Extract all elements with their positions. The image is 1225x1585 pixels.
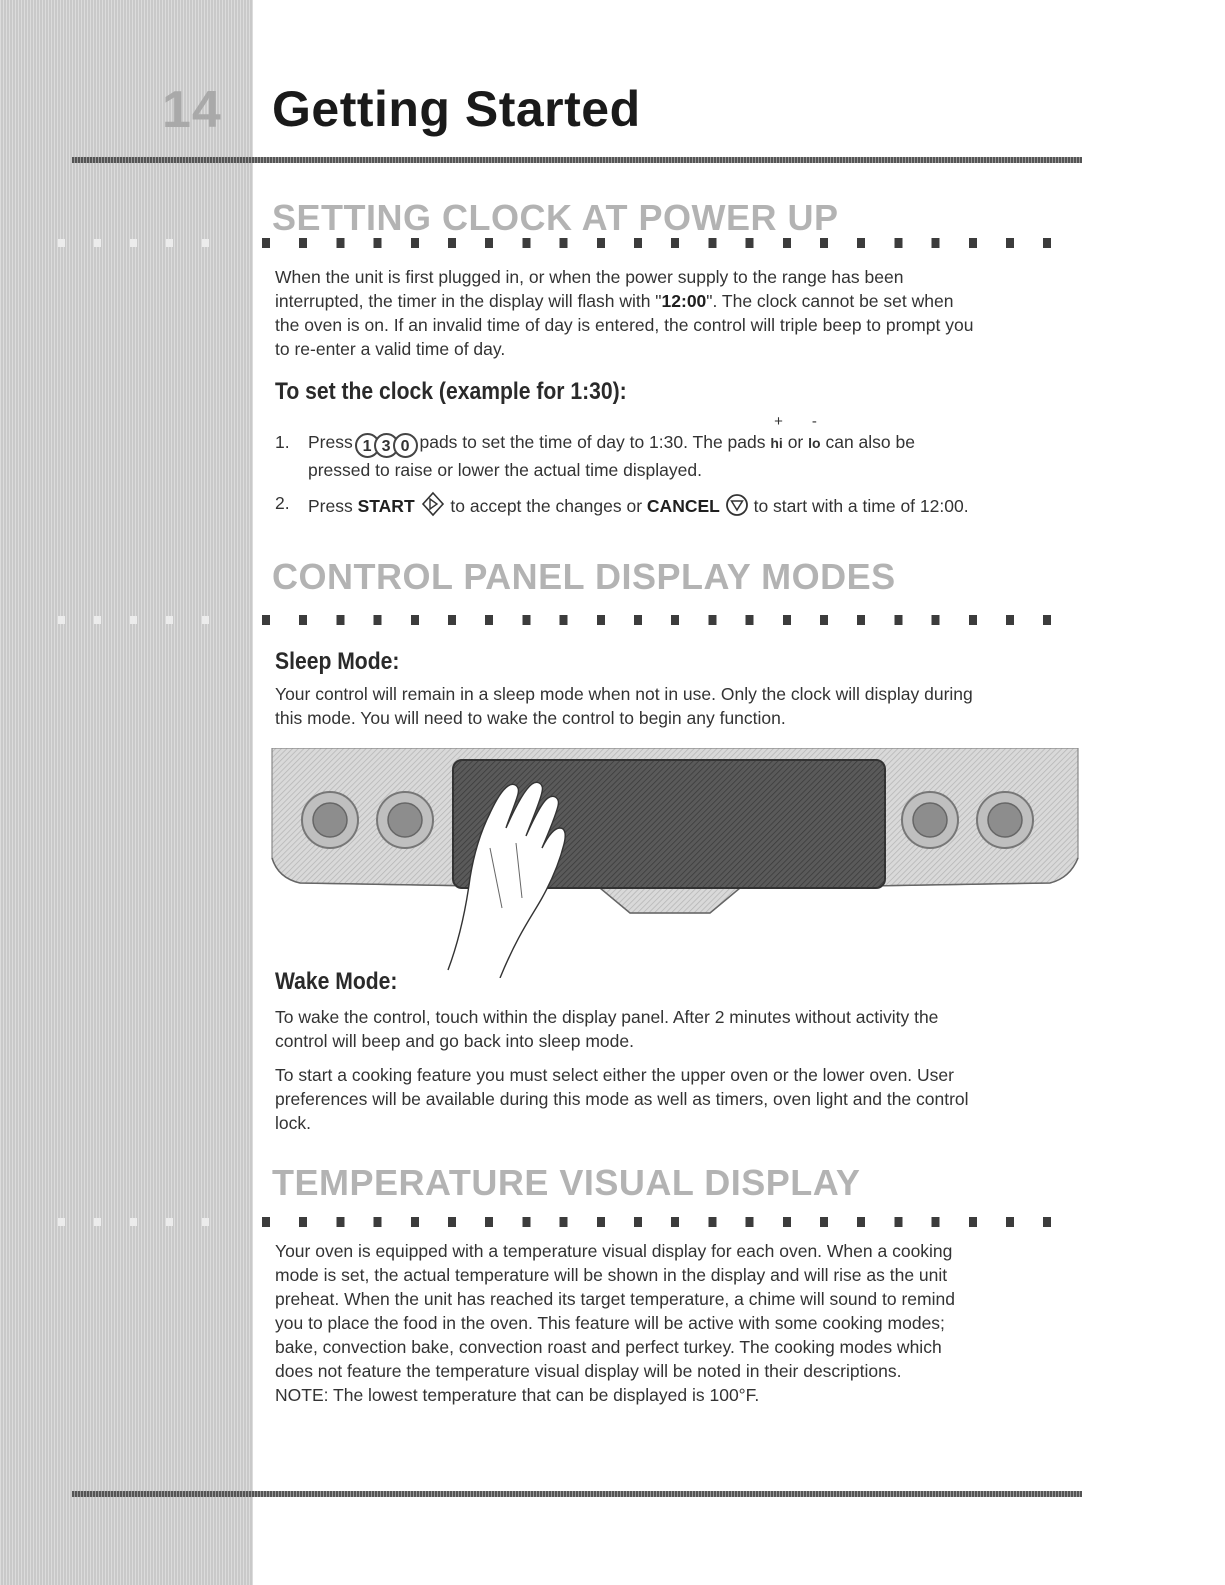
control-panel-illustration [270,748,1080,978]
wake-mode-heading: Wake Mode: [275,968,398,995]
footer-rule [72,1491,1082,1497]
section-divider-dots [262,1217,1080,1227]
section-heading-clock: SETTING CLOCK AT POWER UP [272,197,839,238]
page-number: 14 [162,81,222,139]
hi-pad-label: + hi [770,413,783,451]
section-divider-dots-side [58,616,238,624]
clock-step-1: 1. Press 1 3 0 pads to set the time of day to 1:30. The pads + hi or - lo can also be pressed to raise or lower the actual time displayed. [275,413,915,480]
start-icon [420,491,446,517]
knob-icon [902,792,958,848]
key-1-icon: 1 [355,433,380,458]
cancel-icon [725,493,749,517]
wake-mode-paragraph-1: To wake the control, touch within the display panel. After 2 minutes without activity the control will beep and go back into sleep mode. [275,1007,939,1051]
section-divider-dots [262,615,1080,625]
clock-intro-paragraph: When the unit is first plugged in, or when the power supply to the range has been interrupted, the timer in the display will flash with "12:00". The clock cannot be set when the oven is on. If an invalid time of day is entered, the control will triple beep to prompt you to re-enter a valid time of day. [275,267,974,359]
knob-icon [377,792,433,848]
sleep-mode-paragraph: Your control will remain in a sleep mode when not in use. Only the clock will display during this mode. You will need to wake the control to begin any function. [275,684,973,728]
section-heading-temperature: TEMPERATURE VISUAL DISPLAY [272,1162,861,1203]
sleep-mode-heading: Sleep Mode: [275,648,400,675]
knob-icon [302,792,358,848]
clock-subheading: To set the clock (example for 1:30): [275,378,627,405]
key-0-icon: 0 [393,433,418,458]
section-divider-dots-side [58,239,238,247]
wake-mode-paragraph-2: To start a cooking feature you must select either the upper oven or the lower oven. User preferences will be available during this mode as well as timers, oven light and the control lock. [275,1065,969,1133]
lo-pad-label: - lo [808,413,821,451]
section-divider-dots [262,238,1080,248]
header-rule [72,157,1082,163]
page-title: Getting Started [272,81,641,137]
knob-icon [977,792,1033,848]
section-heading-modes: CONTROL PANEL DISPLAY MODES [272,556,896,597]
key-3-icon: 3 [374,433,399,458]
sidebar-band [0,0,253,1585]
clock-step-2: 2. Press START to accept the changes or CANCEL to start with a time of 12:00. [275,493,969,516]
section-divider-dots-side [58,1218,238,1226]
temperature-paragraph: Your oven is equipped with a temperature visual display for each oven. When a cooking mode is set, the actual temperature will be shown in the display and will rise as the unit preheat. When the unit has reached its target temperature, a chime will sound to remind you to place the food in the oven. This feature will be active with some cooking modes; bake, convection bake, convection roast and perfect turkey. The cooking modes which does not feature the temperature visual display will be noted in their descriptions. NOTE: The lowest temperature that can be displayed is 100°F. [275,1241,955,1405]
